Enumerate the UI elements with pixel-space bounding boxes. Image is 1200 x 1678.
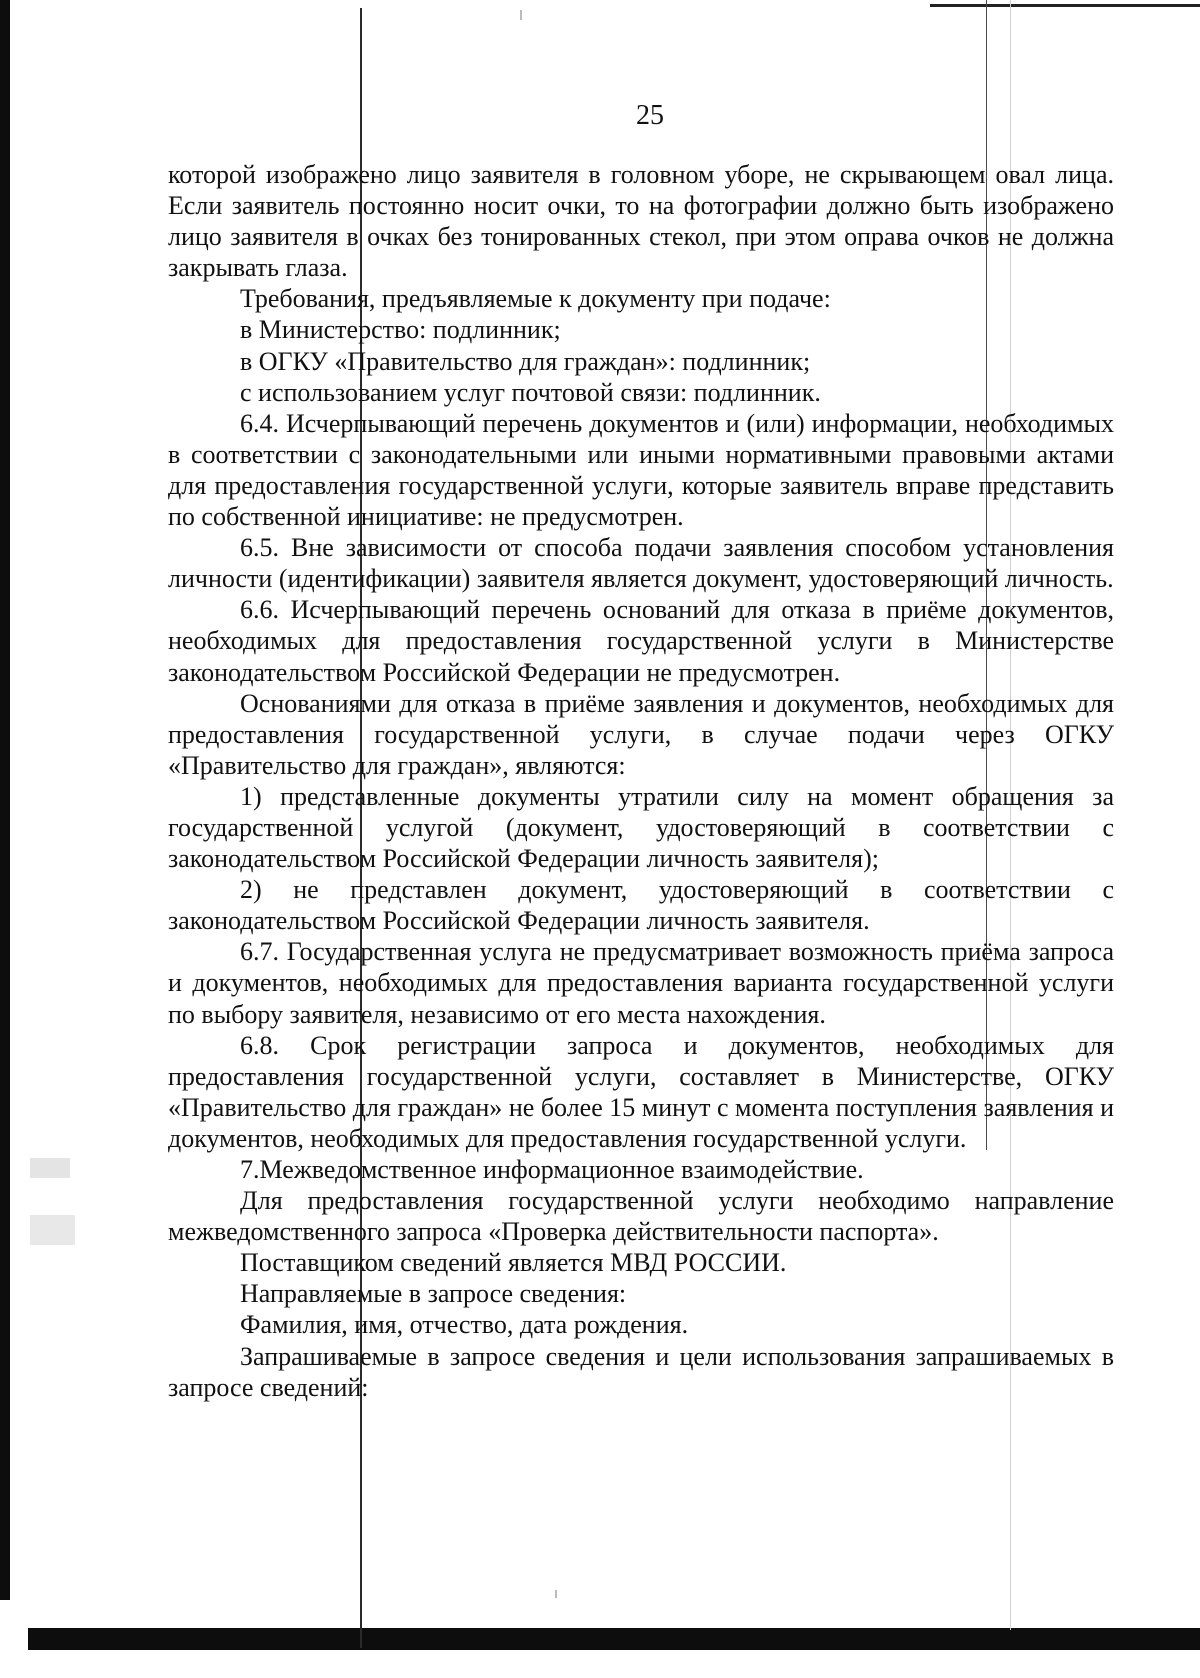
scan-edge-bottom [28,1628,1200,1650]
page-number: 25 [636,100,664,131]
document-body [168,159,1114,1403]
scan-smudge [30,1158,70,1178]
list-item: 2) не представлен документ, удостоверяющий в соответствии с законодательством Российской Федерации личность заявителя. [168,875,1114,936]
paragraph: Запрашиваемые в запросе сведения и цели использования запрашиваемых в запросе сведений: [168,1341,1114,1402]
scan-speck [520,10,522,20]
scan-rule-top [930,4,1200,7]
paragraph: с использованием услуг почтовой связи: подлинник. [240,377,821,407]
paragraph: Основаниями для отказа в приёме заявления и документов, необходимых для предоставления государственной услуги, в случае подачи через ОГКУ «Правительство для граждан», являются: [168,688,1114,780]
paragraph: Фамилия, имя, отчество, дата рождения. [240,1310,689,1340]
paragraph-section-6-4: 6.4. Исчерпывающий перечень документов и (или) информации, необходимых в соответствии с законодательными или иными нормативными правовыми актами для предоставления государственной услуги, которые заявитель вправе представить по собственной инициативе: не предусмотрен. [168,408,1114,532]
paragraph-section-6-6: 6.6. Исчерпывающий перечень оснований для отказа в приёме документов, необходимых для предоставления государственной услуги в Министерстве законодательством Российской Федерации не предусмотрен. [168,595,1114,687]
paragraph: Направляемые в запросе сведения: [240,1279,627,1309]
paragraph: Требования, предъявляемые к документу при подаче: [240,284,831,314]
paragraph: Для предоставления государственной услуги необходимо направление межведомственного запроса «Проверка действительности паспорта». [168,1186,1114,1247]
paragraph: в Министерство: подлинник; [240,315,561,345]
paragraph: Поставщиком сведений является МВД РОССИИ. [240,1248,787,1278]
paragraph: которой изображено лицо заявителя в головном уборе, не скрывающем овал лица. Если заявитель постоянно носит очки, то на фотографии должно быть изображено лицо заявителя в очках без тонированных стекол, при этом оправа очков не должна закрывать глаза. [168,160,1114,283]
paragraph-section-6-8: 6.8. Срок регистрации запроса и документов, необходимых для предоставления государственной услуги, составляет в Министерстве, ОГКУ «Правительство для граждан» не более 15 минут с момента поступления заявления и документов, необходимых для предоставления государственной услуги. [168,1030,1114,1153]
paragraph-section-6-5: 6.5. Вне зависимости от способа подачи заявления способом установления личности (идентификации) заявителя является документ, удостоверяющий личность. [168,533,1114,594]
paragraph-section-6-7: 6.7. Государственная услуга не предусматривает возможность приёма запроса и документов, необходимых для предоставления варианта государственной услуги по выбору заявителя, независимо от его места нахождения. [168,937,1114,1029]
scan-smudge [30,1215,75,1245]
paragraph: в ОГКУ «Правительство для граждан»: подлинник; [240,346,811,376]
scan-speck [555,1590,557,1598]
section-heading-7: 7.Межведомственное информационное взаимодействие. [240,1155,864,1184]
list-item: 1) представленные документы утратили силу на момент обращения за государственной услугой (документ, удостоверяющий в соответствии с законодательством Российской Федерации личность заявителя); [168,781,1114,874]
scan-edge-left [0,0,10,1600]
